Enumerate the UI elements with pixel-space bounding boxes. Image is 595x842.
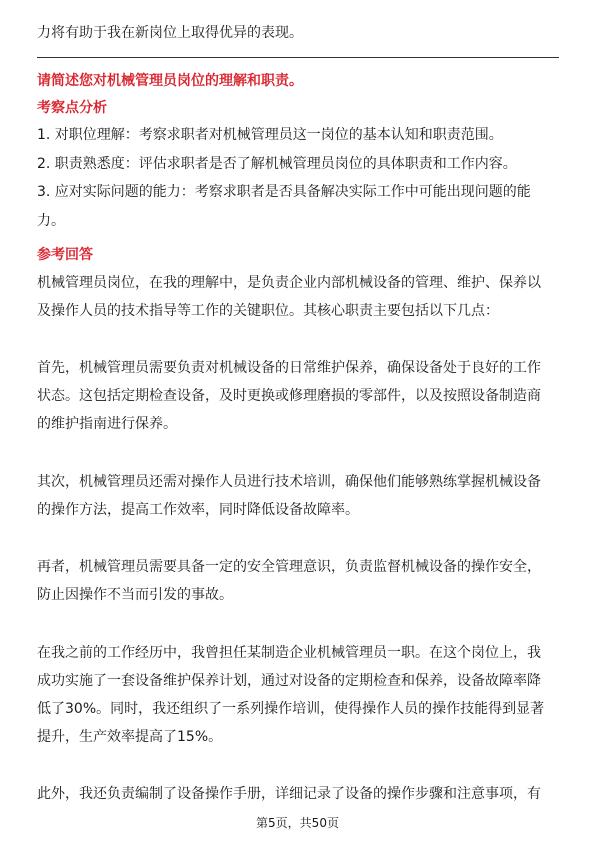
- answer-line: 及操作人员的技术指导等工作的关键职位。其核心职责主要包括以下几点：: [37, 303, 499, 319]
- question-title: 请简述您对机械管理员岗位的理解和职责。: [37, 73, 303, 89]
- answer-heading: 参考回答: [37, 247, 93, 263]
- answer-line: 机械管理员岗位，在我的理解中，是负责企业内部机械设备的管理、维护、保养以: [37, 275, 541, 291]
- intro-tail-text: 力将有助于我在新岗位上取得优异的表现。: [37, 25, 303, 41]
- answer-line: 提升，生产效率提高了15%。: [37, 729, 223, 745]
- analysis-item: 2. 职责熟悉度：评估求职者是否了解机械管理员岗位的具体职责和工作内容。: [37, 156, 517, 172]
- answer-line: 状态。这包括定期检查设备，及时更换或修理磨损的零部件，以及按照设备制造商: [37, 388, 541, 404]
- analysis-item-continuation: 力。: [37, 213, 65, 229]
- page-number: 第5页，共50页: [256, 816, 339, 830]
- answer-line: 的操作方法，提高工作效率，同时降低设备故障率。: [37, 502, 359, 518]
- analysis-item: 3. 应对实际问题的能力：考察求职者是否具备解决实际工作中可能出现问题的能: [37, 184, 531, 200]
- answer-line: 成功实施了一套设备维护保养计划，通过对设备的定期检查和保养，设备故障率降: [37, 673, 541, 689]
- answer-line: 再者，机械管理员需要具备一定的安全管理意识，负责监督机械设备的操作安全，: [37, 559, 541, 575]
- answer-line: 在我之前的工作经历中，我曾担任某制造企业机械管理员一职。在这个岗位上，我: [37, 645, 541, 661]
- analysis-heading: 考察点分析: [37, 100, 107, 116]
- answer-line: 其次，机械管理员还需对操作人员进行技术培训，确保他们能够熟练掌握机械设备: [37, 474, 541, 490]
- answer-line: 的维护指南进行保养。: [37, 416, 177, 432]
- answer-line: 首先，机械管理员需要负责对机械设备的日常维护保养，确保设备处于良好的工作: [37, 360, 541, 376]
- section-divider: [37, 57, 559, 58]
- answer-line: 此外，我还负责编制了设备操作手册，详细记录了设备的操作步骤和注意事项，有: [37, 786, 541, 802]
- answer-line: 低了30%。同时，我还组织了一系列操作培训，使得操作人员的操作技能得到显著: [37, 701, 545, 717]
- answer-line: 防止因操作不当而引发的事故。: [37, 587, 233, 603]
- analysis-item: 1. 对职位理解：考察求职者对机械管理员这一岗位的基本认知和职责范围。: [37, 127, 503, 143]
